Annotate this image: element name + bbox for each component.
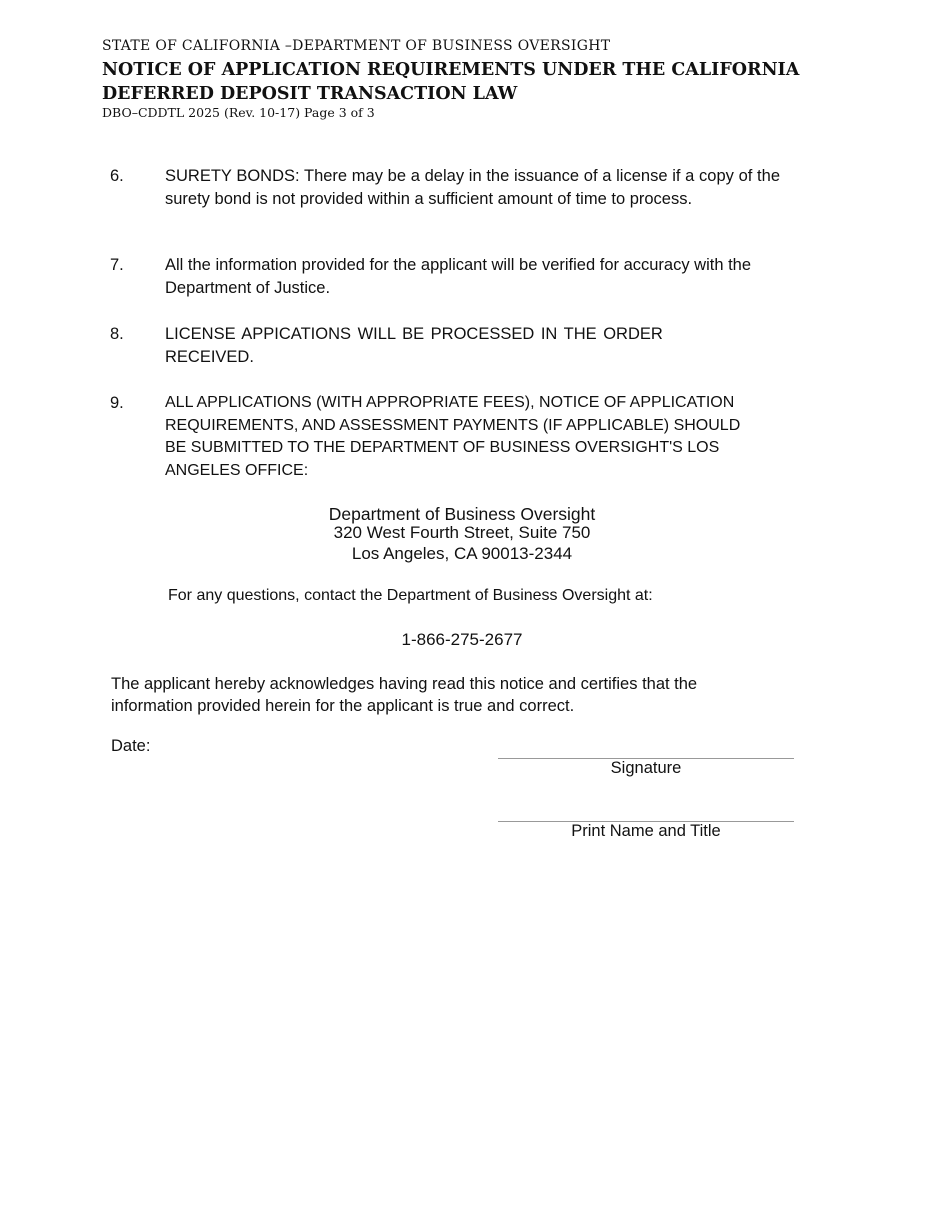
contact-phone: 1-866-275-2677: [401, 630, 523, 649]
item-number: 8.: [110, 325, 124, 343]
address-name: Department of Business Oversight: [328, 504, 596, 524]
item-text: SURETY BONDS: There may be a delay in the issuance of a license if a copy of the surety bond is not provided within a sufficient amount of time to process.: [165, 167, 780, 208]
document-title: NOTICE OF APPLICATION REQUIREMENTS UNDER THE CALIFORNIA DEFERRED DEPOSIT TRANSACTION LAW: [102, 60, 800, 104]
item-number: 6.: [110, 167, 124, 185]
item-number: 7.: [110, 256, 124, 274]
item-text: ALL APPLICATIONS (WITH APPROPRIATE FEES), NOTICE OF APPLICATION REQUIREMENTS, AND ASSESSMENT PAYMENTS (IF APPLICABLE) SHOULD BE SUBMITTED TO THE DEPARTMENT OF BUSINESS OVERSIGHT'S LOS ANGELES OFFICE:: [165, 394, 741, 479]
item-number: 9.: [110, 394, 124, 412]
date-label: Date:: [111, 737, 151, 755]
address-city: Los Angeles, CA 90013-2344: [351, 544, 573, 563]
form-id: DBO–CDDTL 2025 (Rev. 10-17) Page 3 of 3: [102, 105, 375, 120]
print-name-label: Print Name and Title: [571, 822, 721, 840]
contact-prompt: For any questions, contact the Department of Business Oversight at:: [168, 587, 653, 604]
acknowledgment-text: The applicant hereby acknowledges having read this notice and certifies that the information provided herein for the applicant is true and correct.: [111, 675, 698, 715]
agency-line: STATE OF CALIFORNIA –DEPARTMENT OF BUSINESS OVERSIGHT: [102, 38, 611, 54]
address-street: 320 West Fourth Street, Suite 750: [333, 523, 591, 542]
item-text: LICENSE APPICATIONS WILL BE PROCESSED IN THE ORDER RECEIVED.: [165, 325, 663, 366]
item-text: All the information provided for the applicant will be verified for accuracy with the Department of Justice.: [165, 256, 752, 297]
signature-label: Signature: [610, 759, 682, 777]
